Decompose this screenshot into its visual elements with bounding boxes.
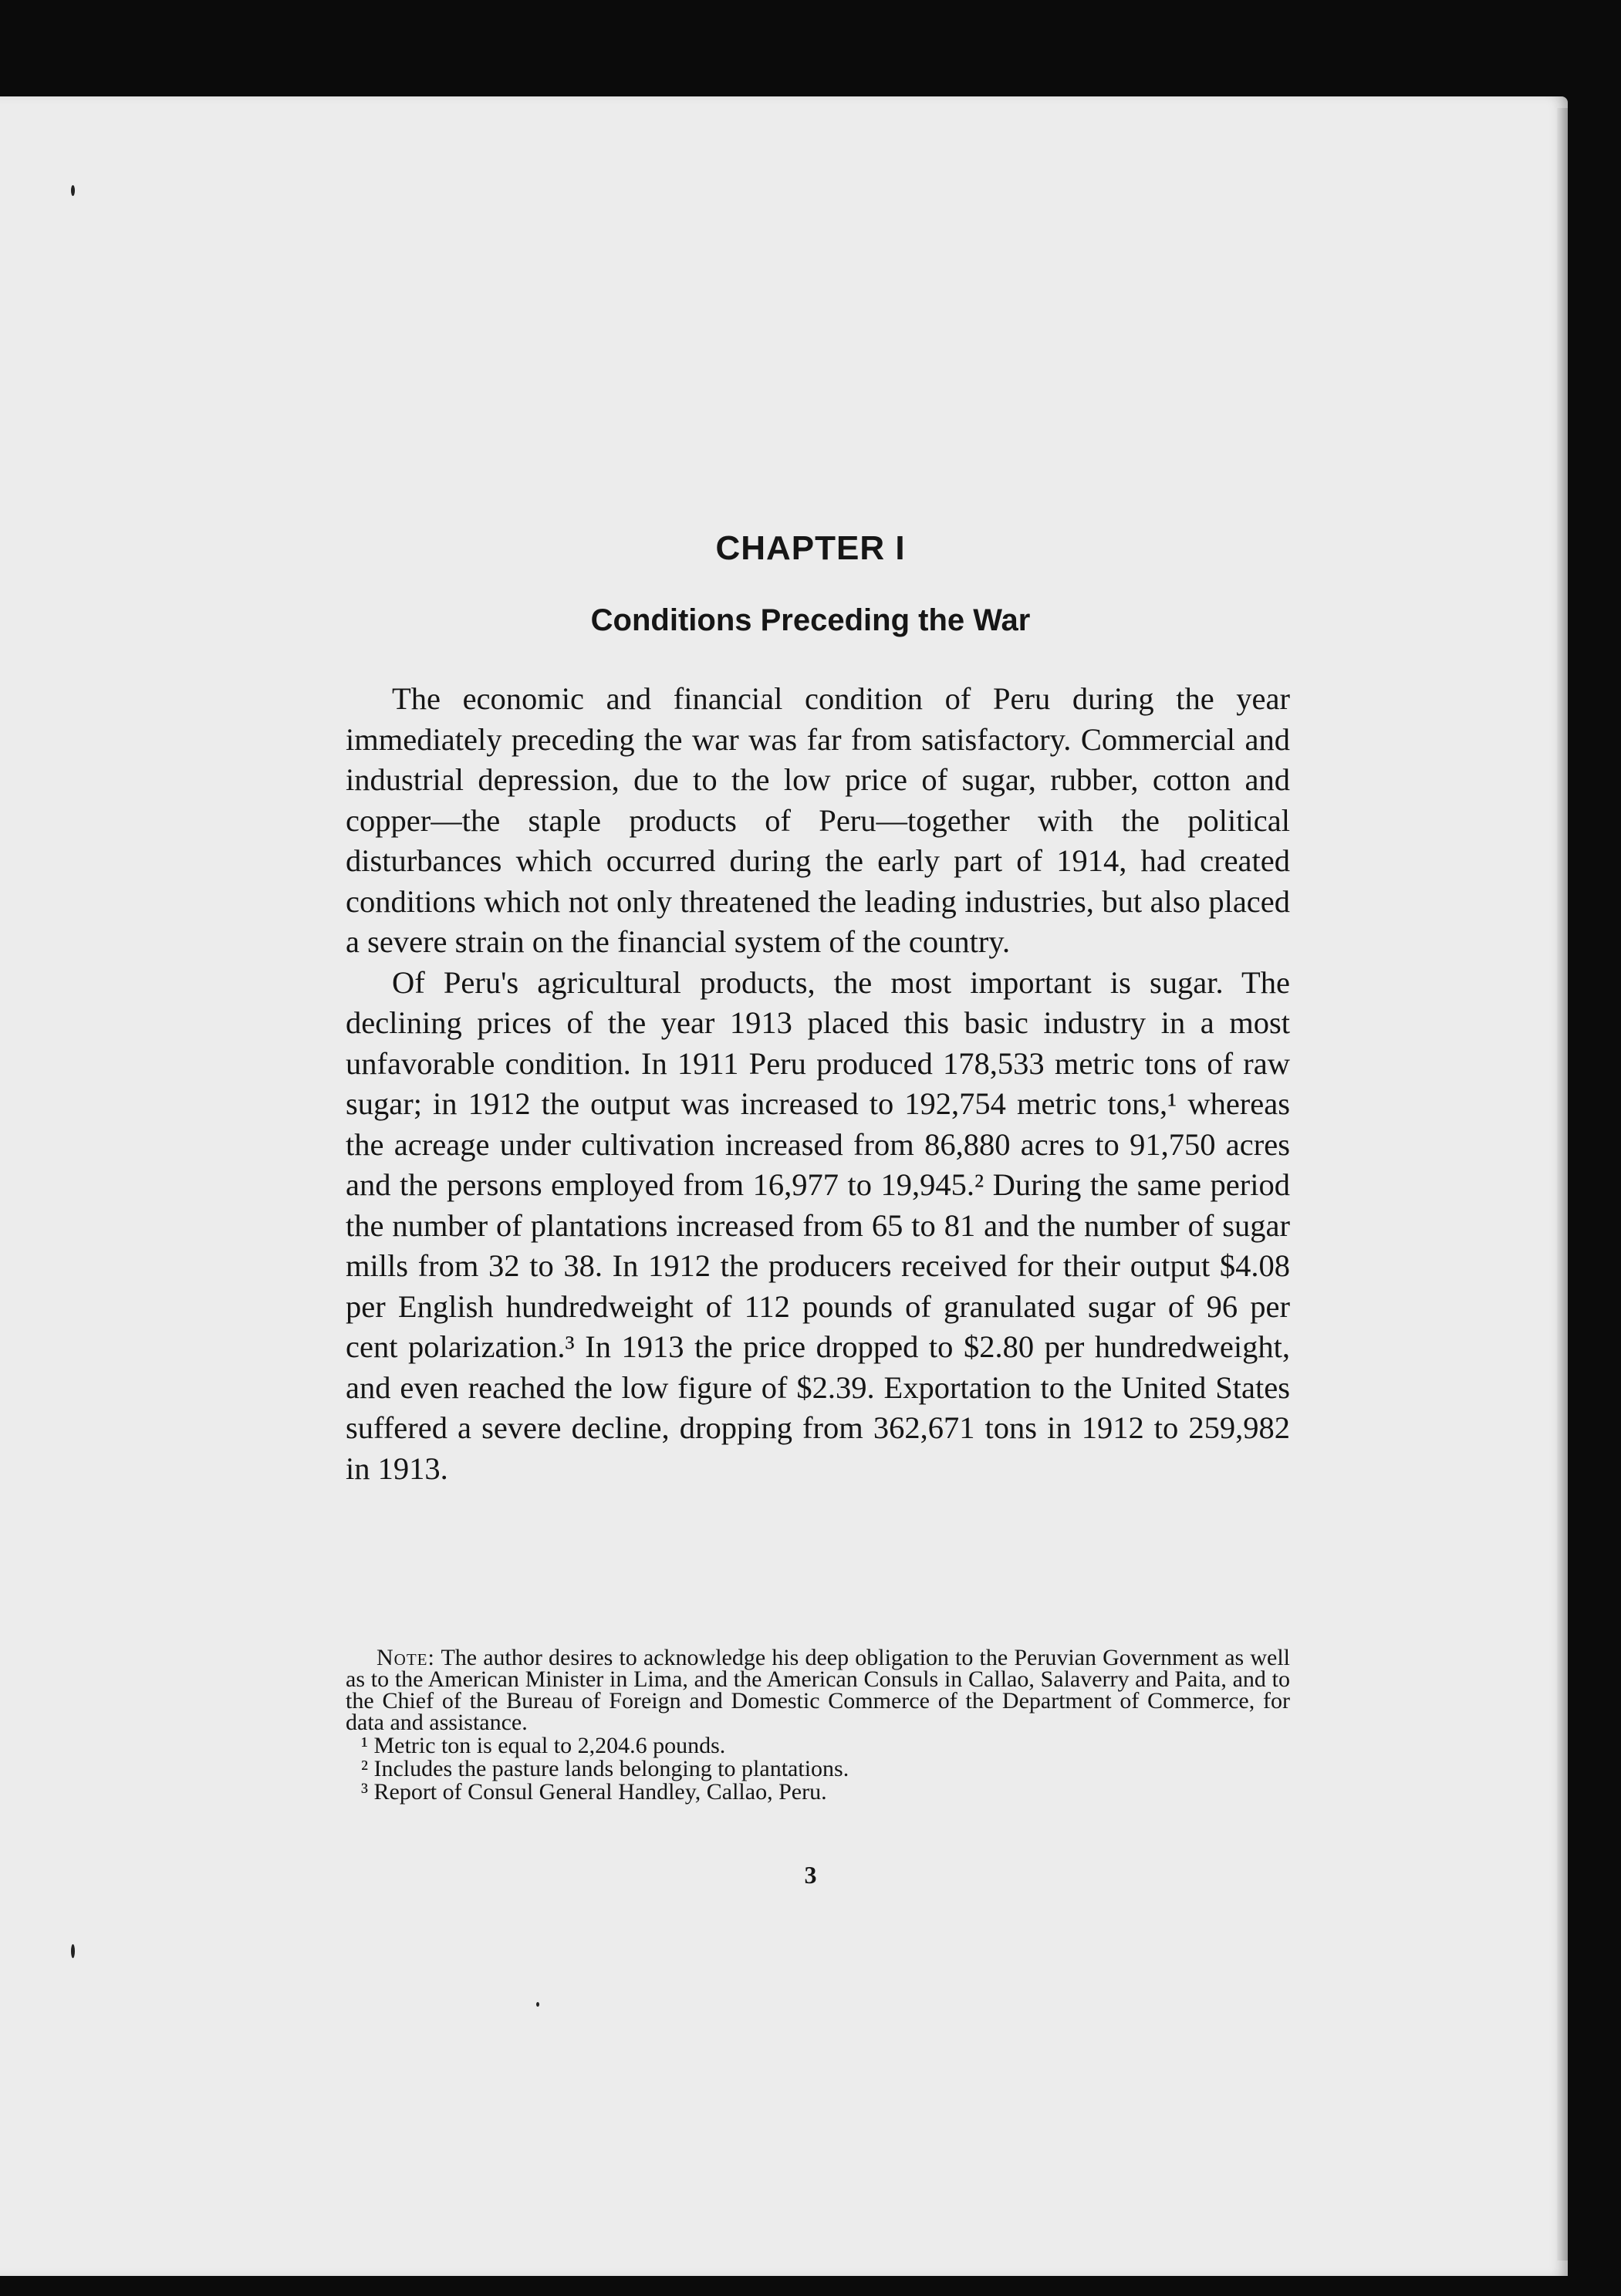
chapter-heading: CHAPTER I (715, 529, 906, 567)
note-text: The author desires to acknowledge his deep obligation to the Peruvian Government as well as to the American Minister in Lima, and the American Consuls in Callao, Salaverry and Paita, and to the Chief of the Bureau of Foreign and Domestic Commerce of the Department of Commerce, for data and assistance. (346, 1645, 1290, 1735)
notes-section (346, 1647, 1290, 1803)
page-edge-shadow (1557, 108, 1568, 2261)
footnote: ² Includes the pasture lands belonging to plantations. (361, 1756, 849, 1781)
note-label: Note: (377, 1645, 435, 1670)
footnote: ³ Report of Consul General Handley, Callao, Peru. (361, 1779, 827, 1805)
footnote: ¹ Metric ton is equal to 2,204.6 pounds. (361, 1733, 726, 1758)
paragraph: Of Peru's agricultural products, the most important is sugar. The declining prices of the year 1913 placed this basic industry in a most unfavorable condition. In 1911 Peru produced 178,533 metric tons of raw sugar; in 1912 the output was increased to 192,754 metric tons,¹ whereas the acreage under cultivation increased from 86,880 acres to 91,750 acres and the persons employed from 16,977 to 19,945.² During the same period the number of plantations increased from 65 to 81 and the number of sugar mills from 32 to 38. In 1912 the producers received for their output $4.08 per English hundredweight of 112 pounds of granulated sugar of 96 per cent polarization.³ In 1913 the price dropped to $2.80 per hundredweight, and even reached the low figure of $2.39. Exportation to the United States suffered a severe decline, dropping from 362,671 tons in 1912 to 259,982 in 1913. (346, 964, 1290, 1486)
chapter-title: Conditions Preceding the War (590, 603, 1031, 637)
author-note (346, 1647, 1290, 1734)
scan-speck (536, 2002, 539, 2007)
scan-speck (71, 1944, 75, 1958)
scan-speck (71, 185, 75, 196)
page-number: 3 (804, 1861, 817, 1889)
paragraph: The economic and financial condition of Peru during the year immediately preceding the war was far from satisfactory. Commercial and industrial depression, due to the low price of sugar, rubber, cotton and copper—the staple products of Peru—together with the political disturbances which occurred during the early part of 1914, had created conditions which not only threatened the leading industries, but also placed a severe strain on the financial system of the country. (346, 681, 1290, 959)
body-text (346, 679, 1290, 1489)
